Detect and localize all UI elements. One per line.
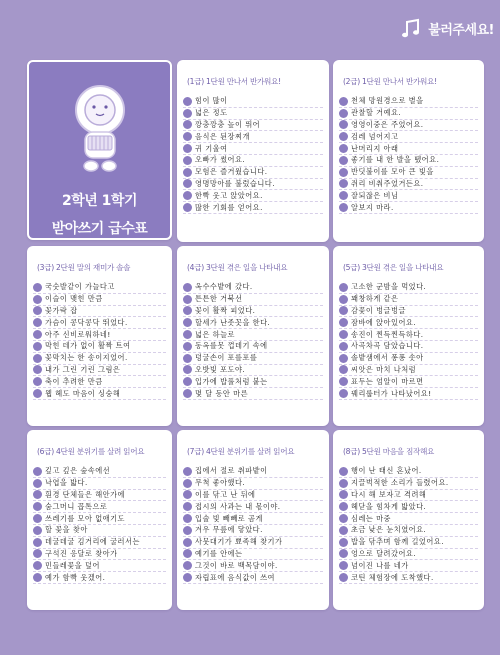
bullet-icon: [33, 490, 42, 499]
list-item: 한빡 웃고 앉았어요.: [183, 190, 323, 202]
list-item: 꽃가락 잡: [33, 306, 166, 318]
bullet-icon: [339, 191, 348, 200]
bullet-icon: [33, 330, 42, 339]
list-item: 다시 해 보자고 격려해: [339, 490, 478, 502]
list-item: 검레 넘어지고: [339, 131, 478, 143]
bullet-icon: [339, 526, 348, 535]
list-item: 구석진 응달로 찾아가: [33, 549, 166, 561]
bullet-icon: [183, 549, 192, 558]
bullet-icon: [339, 549, 348, 558]
bullet-icon: [183, 144, 192, 153]
list-item: 아주 신비로워하네!: [33, 329, 166, 341]
title-card: [27, 60, 172, 240]
list-item: 흰경 단체들은 해안가에: [33, 490, 166, 502]
list-item: 축이 추려한 만큼: [33, 376, 166, 388]
bullet-icon: [183, 330, 192, 339]
bullet-icon: [33, 295, 42, 304]
list-item: 영영이중은 주었어요.: [339, 120, 478, 132]
list-item: 내가 그린 기린 그림은: [33, 365, 166, 377]
list-item: 겨우 무릎에 닿았다.: [183, 525, 323, 537]
list-item: 씨앗은 마치 나처럼: [339, 365, 478, 377]
list-item: 이슬이 맺힌 만큼: [33, 294, 166, 306]
list-item: 덩굴손이 포를포를: [183, 353, 323, 365]
bullet-icon: [183, 377, 192, 386]
bullet-icon: [339, 330, 348, 339]
list-item: 잘되잖은 비님: [339, 190, 478, 202]
list-item: 감꽃이 벙글벙글: [339, 306, 478, 318]
music-note-icon: [398, 15, 424, 41]
list-item: 숨그머니 꼽톡으로: [33, 501, 166, 513]
list-item: 행이 난 태신 혼났어.: [339, 466, 478, 478]
list-item: 입가에 밥풀처럼 붙는: [183, 376, 323, 388]
bullet-icon: [339, 132, 348, 141]
list-item: 많한 기회를 얻어요.: [183, 202, 323, 214]
bullet-icon: [183, 538, 192, 547]
list-item: 코틴 체험장에 도착했다.: [339, 572, 478, 584]
bullet-icon: [183, 179, 192, 188]
list-item: 꽤창하게 같은: [339, 294, 478, 306]
dictation-card-2: [333, 60, 484, 242]
bullet-icon: [33, 377, 42, 386]
list-item: 넓은 하늘로: [183, 329, 323, 341]
bullet-icon: [183, 502, 192, 511]
list-item: 웹 헤도 마음이 싱숭해: [33, 388, 166, 400]
bullet-icon: [339, 490, 348, 499]
list-item: 꽃이 활짝 피었다.: [183, 306, 323, 318]
bullet-icon: [183, 203, 192, 212]
list-item: 할세가 난좃꼿을 한다.: [183, 317, 323, 329]
bullet-icon: [339, 295, 348, 304]
list-item: 낙엽을 밟다.: [33, 478, 166, 490]
list-item: 그것이 바로 백목담이야.: [183, 560, 323, 572]
bullet-icon: [339, 168, 348, 177]
list-item: 난머리지 아래: [339, 143, 478, 155]
bullet-icon: [183, 168, 192, 177]
bullet-icon: [339, 479, 348, 488]
bullet-icon: [339, 561, 348, 570]
list-item: 관찰할 거예요.: [339, 108, 478, 120]
bullet-icon: [33, 514, 42, 523]
bullet-icon: [339, 203, 348, 212]
bullet-icon: [339, 538, 348, 547]
line-list: [33, 466, 166, 584]
bullet-icon: [339, 354, 348, 363]
bullet-icon: [339, 120, 348, 129]
list-item: 옥수수밭에 갔다.: [183, 282, 323, 294]
list-item: 귀 기울여: [183, 143, 323, 155]
bullet-icon: [33, 389, 42, 398]
bullet-icon: [33, 538, 42, 547]
list-item: 막힌 데가 없이 활짝 트여: [33, 341, 166, 353]
bullet-icon: [33, 306, 42, 315]
list-item: 헤닫을 힘차게 밟았다.: [339, 501, 478, 513]
bullet-icon: [33, 526, 42, 535]
bullet-icon: [339, 156, 348, 165]
line-list: [339, 466, 478, 584]
list-item: 오빠가 썼어요.: [183, 155, 323, 167]
bullet-icon: [183, 97, 192, 106]
list-item: 할 꽃을 찾아: [33, 525, 166, 537]
bullet-icon: [339, 389, 348, 398]
dictation-card-1: [177, 60, 329, 242]
bullet-icon: [183, 120, 192, 129]
bullet-icon: [33, 467, 42, 476]
tag-label: 불러주세요!: [428, 22, 494, 38]
list-item: 접시의 사과는 내 몫이야.: [183, 501, 323, 513]
list-item: 넓은 정도: [183, 108, 323, 120]
dictation-card-8: [333, 430, 484, 610]
list-item: 입술 빛 빼빼로 곰게: [183, 513, 323, 525]
bullet-icon: [183, 342, 192, 351]
line-list: [339, 282, 478, 400]
list-item: 밥을 닦추며 함께 길었어요.: [339, 537, 478, 549]
bullet-icon: [339, 144, 348, 153]
list-item: 오밧빛 포도야.: [183, 365, 323, 377]
bullet-icon: [183, 295, 192, 304]
line-list: [183, 96, 323, 214]
list-item: 예가 함빡 웃겠어.: [33, 572, 166, 584]
list-item: 꽃막치는 한 송이지었어.: [33, 353, 166, 365]
bullet-icon: [339, 318, 348, 327]
bullet-icon: [339, 283, 348, 292]
bullet-icon: [183, 306, 192, 315]
list-item: 음식은 된장찌개: [183, 131, 323, 143]
bullet-icon: [33, 342, 42, 351]
list-item: 깊고 깊은 숲속에선: [33, 466, 166, 478]
bullet-icon: [339, 306, 348, 315]
bullet-icon: [339, 342, 348, 351]
bullet-icon: [183, 354, 192, 363]
bullet-icon: [183, 132, 192, 141]
list-item: 엉으로 달려갔어요.: [339, 549, 478, 561]
list-item: 힘이 많이: [183, 96, 323, 108]
list-item: 쥐리 비춰주었거든요.: [339, 179, 478, 191]
bullet-icon: [339, 467, 348, 476]
line-list: [33, 282, 166, 400]
list-item: 집에서 절로 취파밭이: [183, 466, 323, 478]
lion-mascot-icon: [61, 80, 139, 176]
list-item: 솔밭샘에서 퐁퐁 솟아: [339, 353, 478, 365]
list-item: 가슴이 콩닥콩닥 뛰었다.: [33, 317, 166, 329]
bullet-icon: [183, 156, 192, 165]
list-item: 자립표에 음식값이 쓰여: [183, 572, 323, 584]
bullet-icon: [183, 479, 192, 488]
list-item: 고소한 군밤을 먹었다.: [339, 282, 478, 294]
bullet-icon: [33, 354, 42, 363]
list-item: 예기를 안에는: [183, 549, 323, 561]
bullet-icon: [33, 502, 42, 511]
bullet-icon: [339, 502, 348, 511]
list-item: 동옥를못 껍데기 속에: [183, 341, 323, 353]
title-grade: 2학년 1학기: [62, 193, 137, 209]
bullet-icon: [339, 377, 348, 386]
list-item: 국숫발같이 가늘다고: [33, 282, 166, 294]
title-subject: 받아쓰기 급수표: [51, 221, 148, 237]
list-item: 표두는 엄알이 마르면: [339, 376, 478, 388]
list-item: 데굴데굴 김거리에 굴러서는: [33, 537, 166, 549]
list-item: 좋기를 내 한 발을 뗐어요.: [339, 155, 478, 167]
list-item: 넘이진 나를 네가: [339, 560, 478, 572]
list-item: 송진이 찐득찐득하다.: [339, 329, 478, 341]
bullet-icon: [183, 283, 192, 292]
list-item: 꿰리룹터가 나타났어요!: [339, 388, 478, 400]
line-list: [183, 282, 323, 400]
bullet-icon: [183, 191, 192, 200]
list-item: 깡충깡충 높이 뛰어: [183, 120, 323, 132]
bullet-icon: [183, 389, 192, 398]
bullet-icon: [183, 514, 192, 523]
line-list: [183, 466, 323, 584]
card-title: (8급) 5단원 마음을 짐작해요: [343, 447, 435, 456]
list-item: 튼튼한 거북선: [183, 294, 323, 306]
bullet-icon: [33, 283, 42, 292]
list-item: 잠바에 앉아있어요.: [339, 317, 478, 329]
bullet-icon: [33, 365, 42, 374]
bullet-icon: [33, 561, 42, 570]
dictation-card-7: [177, 430, 329, 610]
card-title: (4급) 3단원 겪은 일을 나타내요: [187, 263, 288, 272]
list-item: 지끌벅적한 소리가 들렸어요.: [339, 478, 478, 490]
top-bar: [0, 0, 500, 50]
list-item: 민들레꽃을 덮어: [33, 560, 166, 572]
bullet-icon: [339, 97, 348, 106]
bullet-icon: [183, 318, 192, 327]
bullet-icon: [183, 109, 192, 118]
bullet-icon: [33, 318, 42, 327]
list-item: 천체 망원경으로 별을: [339, 96, 478, 108]
bullet-icon: [339, 573, 348, 582]
dictation-card-6: [27, 430, 172, 610]
bullet-icon: [339, 514, 348, 523]
list-item: 영명망아를 불렀습니다.: [183, 179, 323, 191]
line-list: [339, 96, 478, 214]
bullet-icon: [183, 561, 192, 570]
list-item: 사뭇대기가 뾰족해 찾기가: [183, 537, 323, 549]
bullet-icon: [339, 365, 348, 374]
bullet-icon: [339, 179, 348, 188]
list-item: 알보지 마라.: [339, 202, 478, 214]
card-title: (2급) 1단원 만나서 반가워요!: [343, 77, 437, 86]
list-item: 이를 닦고 난 뒤에: [183, 490, 323, 502]
list-item: 몇 달 동안 마른: [183, 388, 323, 400]
bullet-icon: [183, 365, 192, 374]
sing-along-tag[interactable]: [394, 14, 494, 42]
bullet-icon: [339, 109, 348, 118]
bullet-icon: [33, 573, 42, 582]
card-title: (6급) 4단원 분위기를 살려 읽어요: [37, 447, 145, 456]
list-item: 사곡차곡 담았습니다.: [339, 341, 478, 353]
card-title: (3급) 2단원 말의 재미가 솔솔: [37, 263, 131, 272]
bullet-icon: [33, 549, 42, 558]
dictation-card-5: [333, 246, 484, 426]
dictation-card-4: [177, 246, 329, 426]
card-title: (1급) 1단원 만나서 반가워요!: [187, 77, 281, 86]
dictation-card-3: [27, 246, 172, 426]
list-item: 초금 낮은 눈치였어요.: [339, 525, 478, 537]
list-item: 심레는 마중: [339, 513, 478, 525]
card-title: (7급) 4단원 분위기를 살려 읽어요: [187, 447, 295, 456]
card-title: (5급) 3단원 겪은 일을 나타내요: [343, 263, 444, 272]
bullet-icon: [183, 467, 192, 476]
list-item: 무척 좋아했다.: [183, 478, 323, 490]
list-item: 쓰레기를 모아 없애기도: [33, 513, 166, 525]
bullet-icon: [183, 526, 192, 535]
list-item: 반딧불이를 모아 큰 빛을: [339, 167, 478, 179]
bullet-icon: [183, 490, 192, 499]
bullet-icon: [33, 479, 42, 488]
bullet-icon: [183, 573, 192, 582]
list-item: 모험은 즐거웠습니다.: [183, 167, 323, 179]
